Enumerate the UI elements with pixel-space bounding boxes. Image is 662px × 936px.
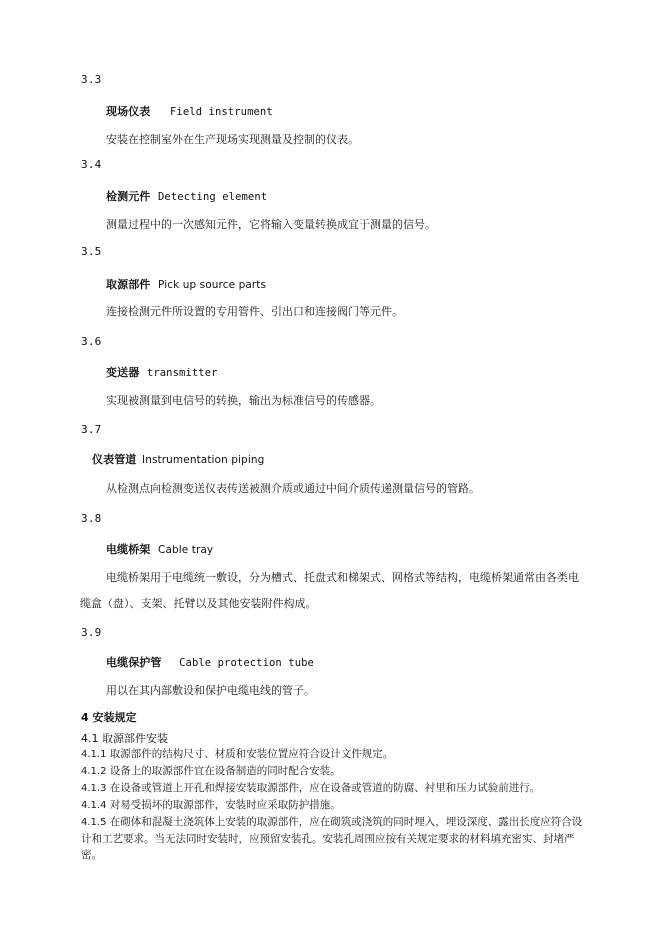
clause-item — [81, 746, 393, 763]
clause-item — [81, 814, 586, 863]
term-definition: 连接检测元件所设置的专用管件、引出口和连接阀门等元件。 — [106, 305, 403, 318]
clause-text: 对易受损坏的取源部件，安装时应采取防护措施。 — [109, 799, 341, 811]
term-english: Cable protection tube — [179, 657, 314, 669]
section-number: 3.4 — [81, 158, 102, 171]
term-heading — [106, 103, 273, 119]
term-heading — [106, 188, 267, 204]
term-english: Field instrument — [170, 106, 273, 118]
term-english: Pick up source parts — [158, 279, 267, 291]
term-english: Cable tray — [158, 544, 214, 556]
clause-number: 4.1.5 — [81, 817, 107, 828]
clause-text: 在设备或管道上开孔和焊接安装取源部件，应在设备或管道的防腐、衬里和压力试验前进行。 — [109, 782, 541, 794]
term-heading — [106, 276, 266, 292]
term-english: transmitter — [146, 367, 218, 379]
term-chinese: 仪表管道 — [92, 453, 137, 466]
clause-item — [81, 797, 341, 814]
term-definition: 测量过程中的一次感知元件，它将输入变量转换成宜于测量的信号。 — [106, 218, 436, 231]
chapter-heading: 4 安装规定 — [81, 711, 137, 724]
term-english: Detecting element — [158, 191, 268, 203]
term-chinese: 取源部件 — [106, 278, 151, 291]
section-number: 3.8 — [81, 512, 102, 525]
term-chinese: 检测元件 — [106, 190, 151, 203]
term-definition: 安装在控制室外在生产现场实现测量及控制的仪表。 — [106, 133, 359, 146]
clause-item — [81, 763, 341, 780]
clause-text: 在砌体和混凝土浇筑体上安装的取源部件，应在砌筑或浇筑的同时埋入，埋设深度、露出长度应符合设计和工艺要求。当无法同时安装时，应预留安装孔。安装孔周围应按有关规定要求的材料填充密实、封堵严密。 — [81, 816, 583, 861]
term-definition: 实现被测量到电信号的转换，输出为标准信号的传感器。 — [106, 394, 381, 407]
term-heading — [106, 364, 218, 380]
section-number: 3.5 — [81, 245, 102, 258]
term-heading — [92, 451, 264, 467]
term-definition: 用以在其内部敷设和保护电缆电线的管子。 — [106, 684, 315, 697]
term-chinese: 电缆保护管 — [106, 656, 162, 669]
section-number: 3.3 — [81, 73, 102, 86]
clause-number: 4.1.3 — [81, 783, 107, 794]
clause-item — [81, 780, 540, 797]
term-definition: 电缆桥架用于电缆统一敷设，分为槽式、托盘式和梯架式、网格式等结构，电缆桥架通常由各类电缆盒（盘）、支架、托臂以及其他安装附件构成。 — [80, 571, 579, 610]
term-heading — [106, 541, 213, 557]
clause-text: 设备上的取源部件宜在设备制造的同时配合安装。 — [109, 765, 341, 777]
clause-number: 4.1.4 — [81, 800, 107, 811]
clause-number: 4.1.2 — [81, 766, 107, 777]
section-subheading: 4.1 取源部件安装 — [81, 732, 168, 745]
section-number: 3.7 — [81, 423, 102, 436]
term-chinese: 电缆桥架 — [106, 543, 151, 556]
clause-number: 4.1.1 — [81, 749, 107, 760]
term-heading — [106, 654, 314, 670]
section-number: 3.9 — [81, 626, 102, 639]
term-chinese: 现场仪表 — [106, 105, 151, 118]
section-number: 3.6 — [81, 335, 102, 348]
clause-text: 取源部件的结构尺寸、材质和安装位置应符合设计文件规定。 — [109, 748, 394, 760]
term-chinese: 变送器 — [106, 366, 140, 379]
term-definition: 从检测点向检测变送仪表传送被测介质或通过中间介质传递测量信号的管路。 — [106, 482, 480, 495]
term-english: Instrumentation piping — [142, 454, 265, 466]
